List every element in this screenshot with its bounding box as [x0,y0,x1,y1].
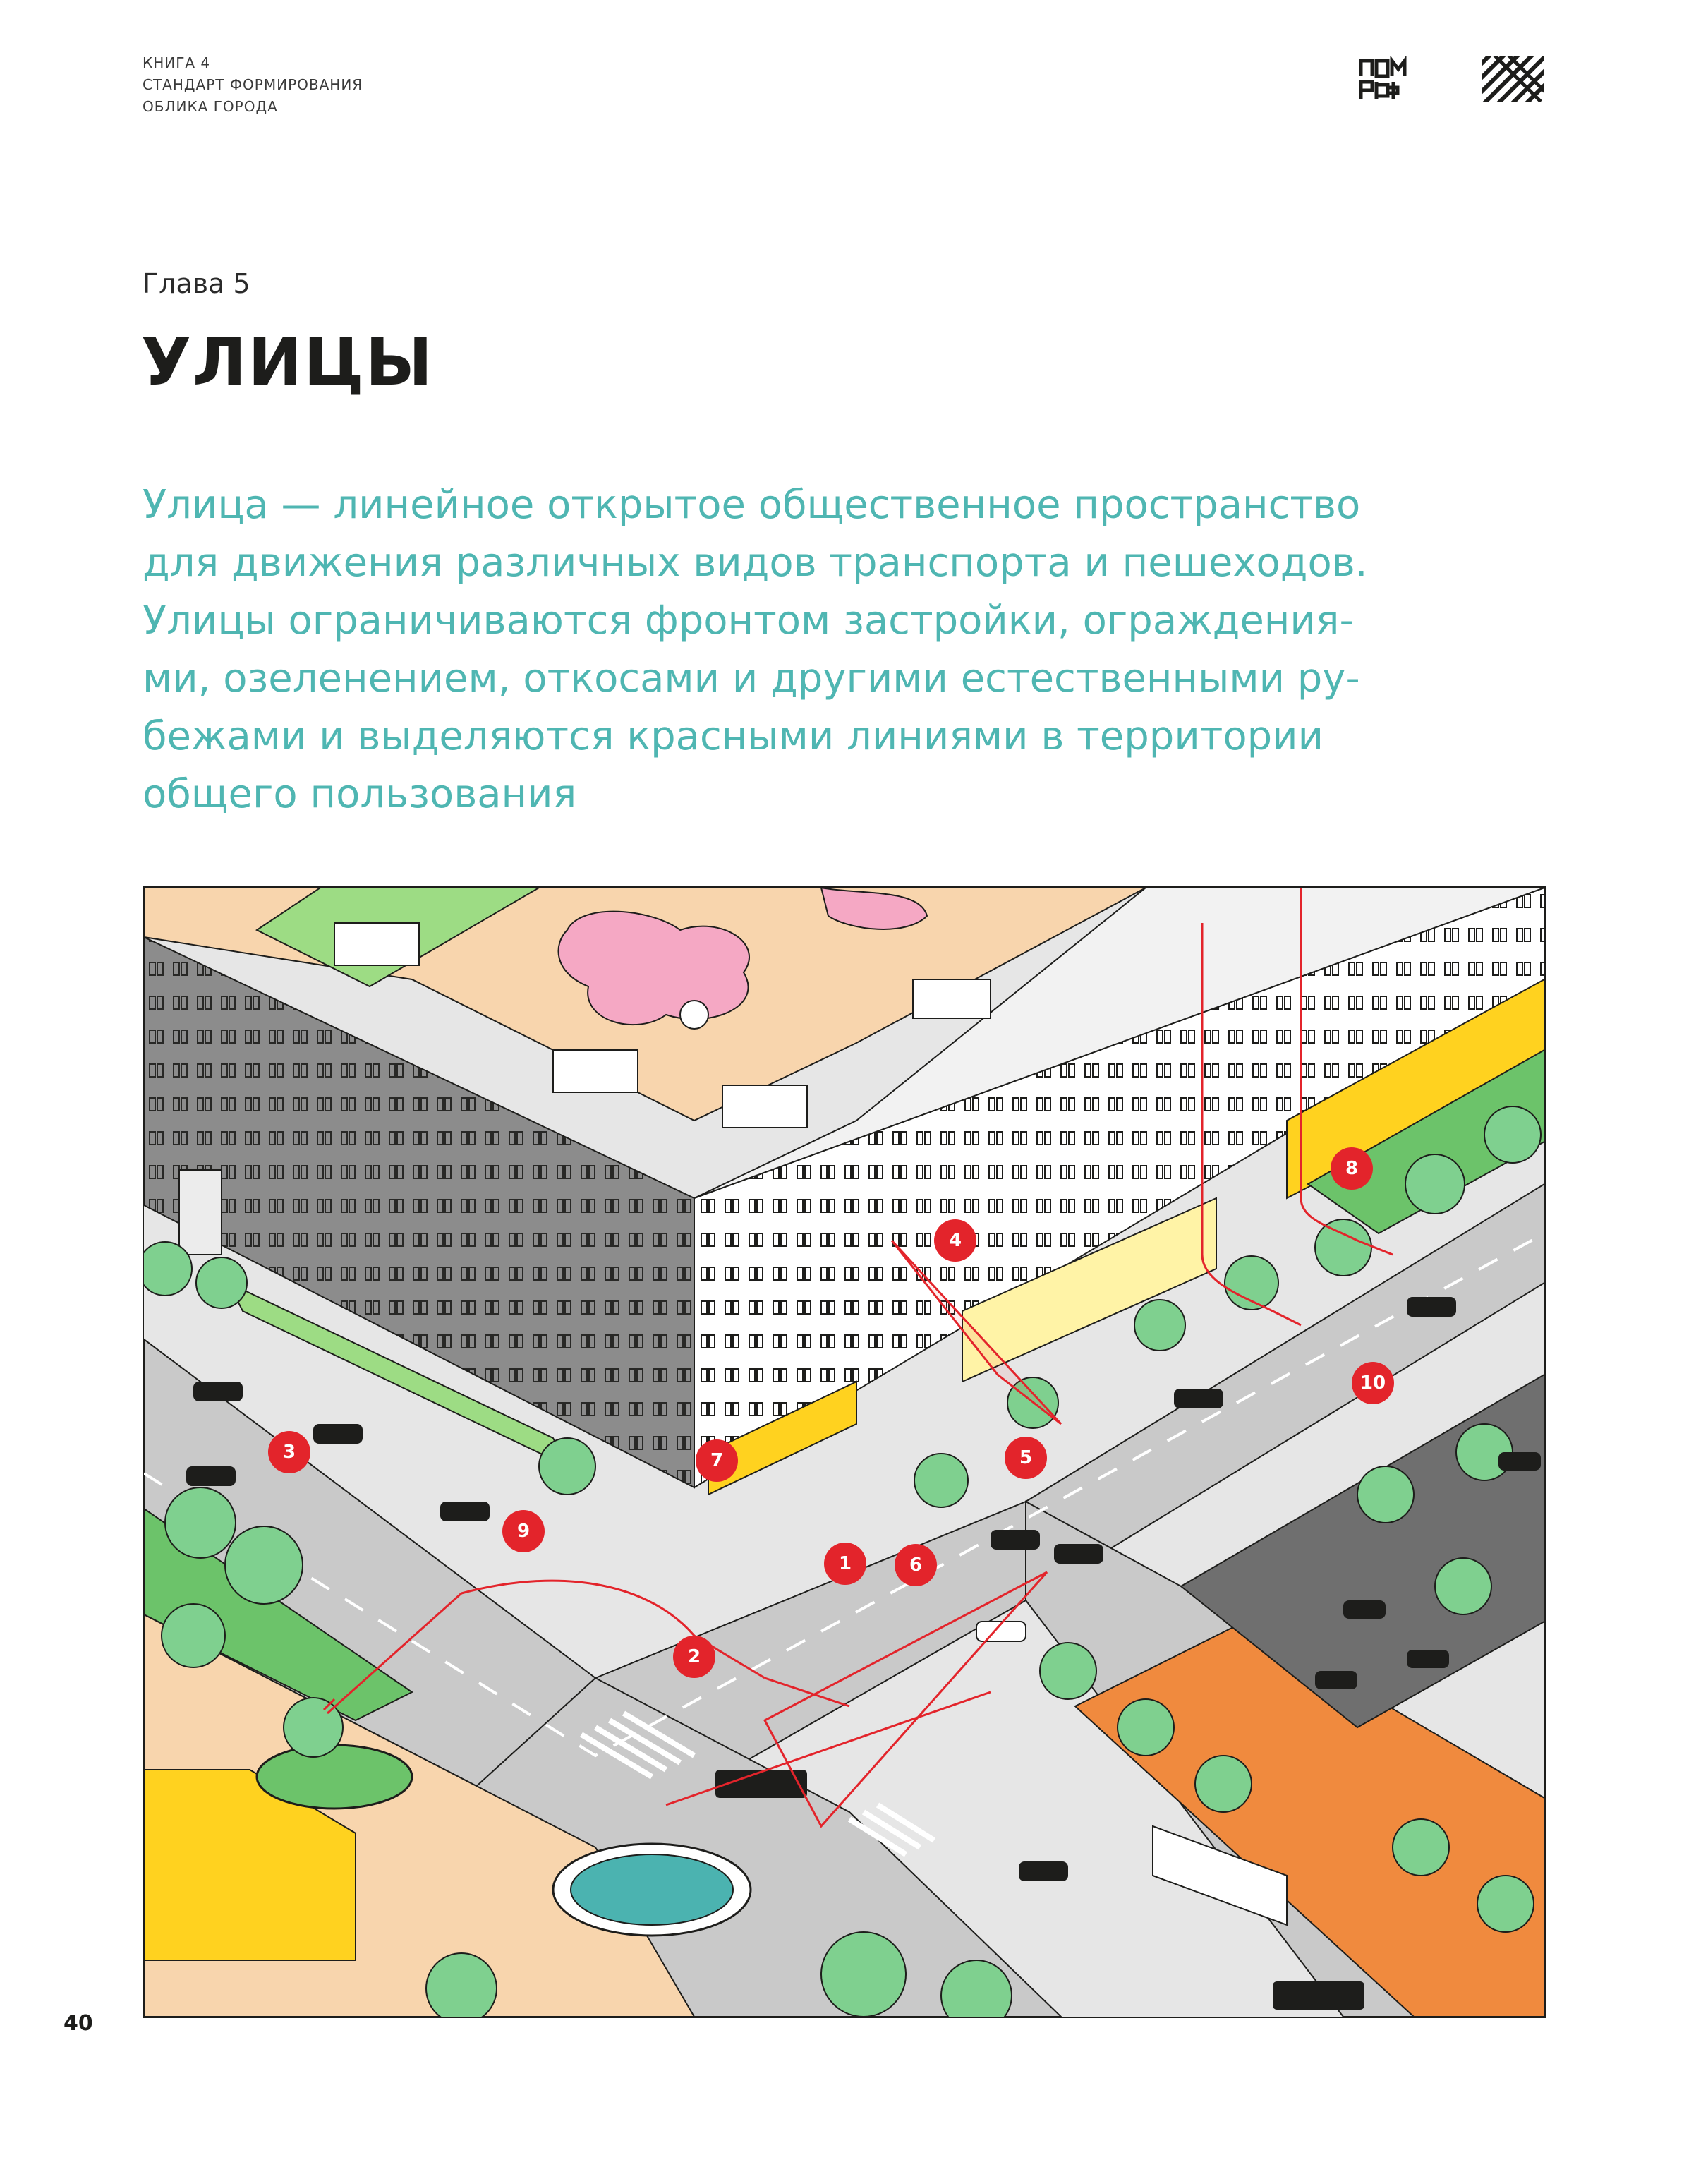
marker-label: 2 [687,1646,701,1667]
intro-line: Улицы ограничиваются фронтом застройки, ограждения- [143,598,1354,644]
hatched-pattern-logo [1482,56,1544,102]
book-header-line: СТАНДАРТ ФОРМИРОВАНИЯ [143,76,363,93]
marker-10 [1352,1362,1394,1404]
marker-4 [934,1219,976,1262]
playground-carousel [680,1001,708,1029]
marker-7 [696,1439,738,1482]
fountain-water [571,1854,733,1925]
book-header [143,52,566,118]
marker-label: 3 [282,1442,296,1463]
intro-line: для движения различных видов транспорта и пешеходов. [143,540,1368,586]
intro-line: Улица — линейное открытое общественное пространство [143,482,1361,528]
rooftop-box [553,1050,638,1092]
intro-line: ми, озеленением, откосами и другими естественными ру- [143,656,1360,701]
marker-label: 10 [1359,1372,1386,1394]
book-header-line: ОБЛИКА ГОРОДА [143,98,278,115]
marker-1 [824,1543,866,1585]
chapter-label: Глава 5 [143,268,250,299]
marker-9 [502,1510,545,1552]
intro-line: бежами и выделяются красными линиями в территории [143,713,1324,759]
page-number: 40 [63,2011,93,2036]
intro-line: общего пользования [143,771,577,817]
street-illustration [143,886,1546,2018]
marker-label: 8 [1345,1158,1359,1179]
rooftop-box [722,1085,807,1128]
rooftop-box [334,923,419,965]
marker-label: 1 [838,1553,852,1574]
marker-label: 7 [710,1450,724,1471]
marker-5 [1005,1437,1047,1479]
marker-label: 9 [516,1521,531,1542]
intro-paragraph [143,476,1561,823]
building-left-arch [179,1170,222,1255]
marker-6 [895,1544,937,1586]
marker-label: 5 [1019,1447,1033,1468]
marker-3 [268,1431,310,1473]
marker-label: 6 [909,1555,923,1576]
isometric-street-scene [144,888,1544,2017]
chapter-title: УЛИЦЫ [141,325,435,400]
dom-rf-logo [1358,56,1409,102]
marker-8 [1331,1147,1373,1190]
book-header-line: КНИГА 4 [143,54,211,71]
rooftop-box [913,979,991,1018]
marker-2 [673,1636,715,1678]
marker-label: 4 [948,1230,962,1251]
round-lawn [257,1745,412,1809]
